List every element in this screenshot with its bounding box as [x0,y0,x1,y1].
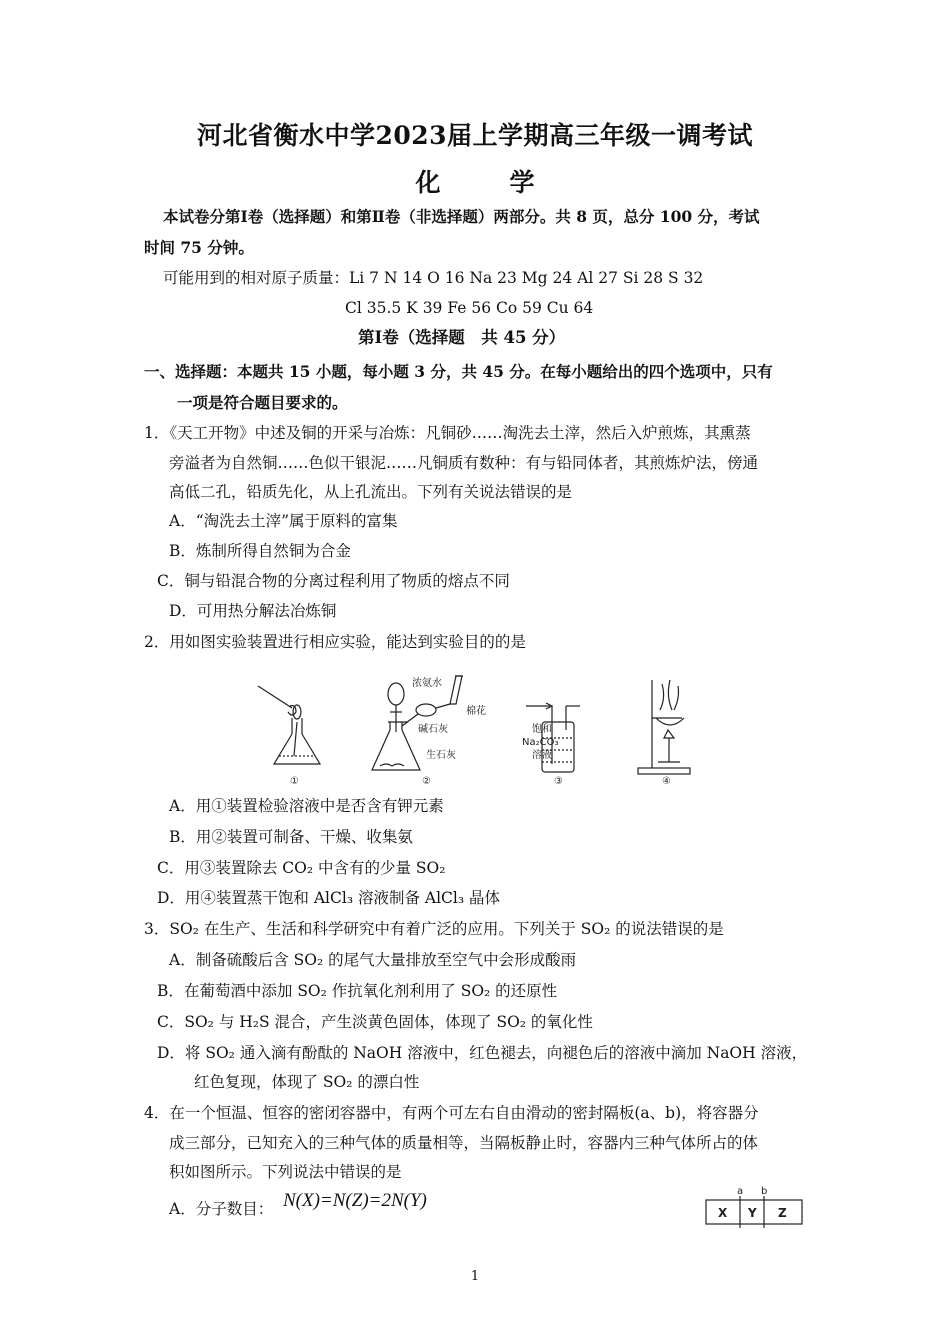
q1-stem-line-1: 1．《天工开物》中述及铜的开采与冶炼：凡铜砂……淘洗去土滓，然后入炉煎炼，其熏蒸 [144,424,751,442]
q1-option-c: C．铜与铅混合物的分离过程利用了物质的熔点不同 [157,572,510,590]
label-solution: 溶液 [532,750,552,761]
q3-option-d-line-2: 红色复现，体现了 SO₂ 的漂白性 [194,1073,420,1091]
q4-container-figure [700,1184,810,1232]
atomic-masses-line-1: 可能用到的相对原子质量：Li 7 N 14 O 16 Na 23 Mg 24 Al 27 Si 28 S 32 [163,269,704,287]
section-instructions-2: 一项是符合题目要求的。 [177,393,348,412]
q3-option-b: B．在葡萄酒中添加 SO₂ 作抗氧化剂利用了 SO₂ 的还原性 [157,982,558,1000]
subject-title: 化 学 [415,168,557,197]
label-cotton: 棉花 [466,706,486,717]
section-instructions-1: 一、选择题：本题共 15 小题，每小题 3 分，共 45 分。在每小题给出的四个选项中，只有 [144,362,773,381]
label-partition-b: b [761,1186,768,1197]
label-gas-x: X [718,1206,728,1220]
label-apparatus-1: ① [290,776,299,787]
page-number: 1 [470,1269,480,1284]
q3-option-c: C．SO₂ 与 H₂S 混合，产生淡黄色固体，体现了 SO₂ 的氧化性 [157,1013,593,1031]
q2-option-d: D．用④装置蒸干饱和 AlCl₃ 溶液制备 AlCl₃ 晶体 [157,889,500,907]
section-heading: 第Ⅰ卷（选择题 共 45 分） [358,328,566,347]
apparatus-4 [638,680,690,774]
label-quicklime: 生石灰 [426,750,456,761]
q1-stem-line-3: 高低二孔，铅质先化，从上孔流出。下列有关说法错误的是 [169,483,573,501]
label-apparatus-2: ② [422,776,431,787]
q1-option-a: A．“淘洗去土滓”属于原料的富集 [169,512,398,530]
atomic-masses-line-2: Cl 35.5 K 39 Fe 56 Co 59 Cu 64 [345,299,594,317]
q2-option-a: A．用①装置检验溶液中是否含有钾元素 [169,797,444,815]
q1-option-b: B．炼制所得自然铜为合金 [169,542,351,560]
q2-stem: 2．用如图实验装置进行相应实验，能达到实验目的的是 [144,633,526,651]
q4-stem-line-1: 4．在一个恒温、恒容的密闭容器中，有两个可左右自由滑动的密封隔板(a、b)，将容器分 [144,1104,759,1122]
label-conc-ammonia: 浓氨水 [412,678,442,689]
label-gas-y: Y [748,1206,757,1220]
intro-line-1: 本试卷分第Ⅰ卷（选择题）和第Ⅱ卷（非选择题）两部分。共 8 页，总分 100 分，考试 [163,207,760,226]
intro-line-2: 时间 75 分钟。 [144,238,254,257]
label-partition-a: a [737,1186,744,1197]
q3-stem: 3．SO₂ 在生产、生活和科学研究中有着广泛的应用。下列关于 SO₂ 的说法错误的是 [144,920,724,938]
q3-option-d-line-1: D．将 SO₂ 通入滴有酚酞的 NaOH 溶液中，红色褪去，向褪色后的溶液中滴加 NaOH 溶液， [157,1044,808,1062]
q3-option-a: A．制备硫酸后含 SO₂ 的尾气大量排放至空气中会形成酸雨 [169,951,577,969]
q1-option-d: D．可用热分解法冶炼铜 [169,602,337,620]
q2-option-c: C．用③装置除去 CO₂ 中含有的少量 SO₂ [157,859,446,877]
exam-title: 河北省衡水中学2023届上学期高三年级一调考试 [196,121,754,150]
label-soda-lime: 碱石灰 [418,724,448,735]
apparatus-1 [258,686,320,764]
label-saturated: 饱和 [532,724,552,735]
label-apparatus-4: ④ [662,776,671,787]
q1-stem-line-2: 旁溢者为自然铜……色似干银泥……凡铜质有数种：有与铅同体者，其煎炼炉法，傍通 [169,454,759,472]
q4-option-a-formula: N(X)=N(Z)=2N(Y) [283,1190,427,1211]
label-na2co3: Na₂CO₃ [522,737,559,748]
label-apparatus-3: ③ [554,776,563,787]
label-gas-z: Z [778,1206,787,1220]
q2-apparatus-figure [250,672,700,792]
q4-option-a-label: A．分子数目： [169,1200,274,1218]
q2-option-b: B．用②装置可制备、干燥、收集氨 [169,828,413,846]
q4-stem-line-2: 成三部分，已知充入的三种气体的质量相等，当隔板静止时，容器内三种气体所占的体 [169,1134,759,1152]
q4-stem-line-3: 积如图所示。下列说法中错误的是 [169,1163,402,1181]
